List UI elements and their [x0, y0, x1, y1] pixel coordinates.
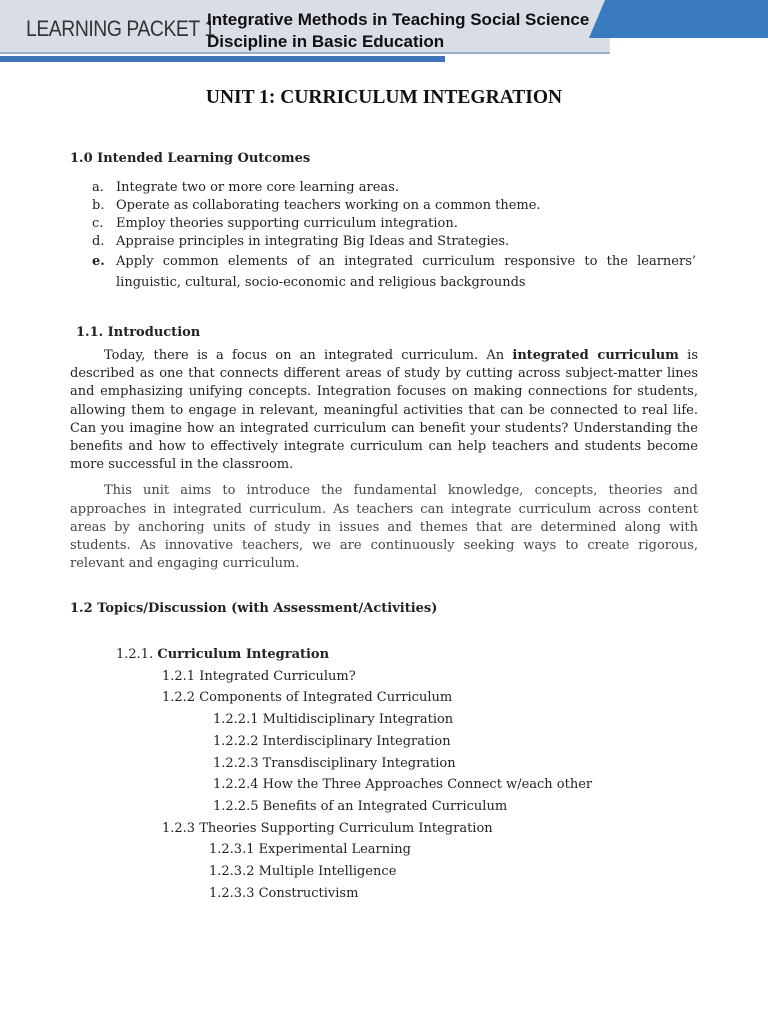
topic-item: 1.2.2.3 Transdisciplinary Integration — [213, 755, 456, 771]
topic-item: 1.2.2 Components of Integrated Curriculum — [162, 690, 453, 706]
outcome-item — [92, 215, 696, 233]
outcome-text: Integrate two or more core learning areas. — [116, 180, 399, 195]
topic-main-label: Curriculum Integration — [157, 647, 330, 662]
intro-text: Today, there is a focus on an integrated curriculum. An — [104, 348, 513, 363]
outcome-marker: e. — [92, 254, 105, 269]
outcome-marker: a. — [92, 180, 104, 195]
outcomes-list — [92, 179, 696, 293]
unit-title: UNIT 1: CURRICULUM INTEGRATION — [205, 87, 563, 108]
course-title-line1: Integrative Methods in Teaching Social Science — [207, 10, 590, 29]
topic-item: 1.2.2.1 Multidisciplinary Integration — [213, 712, 454, 728]
topic-item: 1.2.2.4 How the Three Approaches Connect w/each other — [213, 777, 593, 793]
topic-item: 1.2.3.1 Experimental Learning — [209, 842, 411, 858]
outcome-marker: c. — [92, 216, 104, 231]
topics-heading: 1.2 Topics/Discussion (with Assessment/Activities) — [70, 601, 438, 616]
packet-label: LEARNING PACKET 1 — [26, 16, 215, 41]
topic-item: 1.2.2.5 Benefits of an Integrated Curriculum — [213, 798, 508, 814]
introduction-body — [70, 347, 698, 573]
topic-item: 1.2.3.3 Constructivism — [209, 885, 359, 901]
introduction-heading: 1.1. Introduction — [76, 325, 201, 340]
intro-bold-term: integrated curriculum — [512, 348, 679, 363]
outcome-text: Employ theories supporting curriculum integration. — [116, 216, 458, 231]
course-title-line2: Discipline in Basic Education — [207, 32, 445, 51]
outcome-marker: d. — [92, 234, 105, 249]
introduction-paragraph-2: This unit aims to introduce the fundamental knowledge, concepts, theories and approaches in integrated curriculum. As teachers can integrate curriculum across content areas by anchoring units of study in issues and themes that are determined along with students. As innovative teachers, we are continuously seeking ways to create rigorous, relevant and engaging curriculum. — [70, 483, 698, 572]
page-header — [0, 0, 768, 64]
introduction-paragraph-1 — [70, 347, 698, 474]
topic-item: 1.2.1 Integrated Curriculum? — [162, 668, 356, 684]
topic-item: 1.2.2.2 Interdisciplinary Integration — [213, 733, 451, 749]
topic-item: 1.2.3 Theories Supporting Curriculum Integration — [162, 820, 493, 836]
header-blue-rule — [0, 56, 445, 62]
outcomes-heading: 1.0 Intended Learning Outcomes — [70, 151, 311, 166]
outcome-item — [92, 233, 696, 251]
course-title — [207, 9, 589, 53]
outcome-item — [92, 251, 696, 293]
outcome-item — [92, 197, 696, 215]
header-blue-tab — [575, 0, 768, 38]
intro-text: is described as one that connects different areas of study by cutting across subject-matter lines and emphasizing unifying concepts. Integration focuses on making connections for students, allowing them to engage in relevant, meaningful activities that can be connected to real life. Can you imagine how an integrated curriculum can benefit your students? Understanding the benefits and how to effectively integrate curriculum can help teachers and students become more successful in the classroom. — [70, 348, 698, 473]
topic-main-number: 1.2.1. — [116, 647, 158, 662]
topic-item: 1.2.3.2 Multiple Intelligence — [209, 864, 397, 880]
outcome-marker: b. — [92, 198, 105, 213]
outcome-text: Apply common elements of an integrated curriculum responsive to the learners’ linguistic, cultural, socio-economic and religious backgrounds — [116, 254, 696, 290]
topics-outline — [116, 644, 592, 904]
outcome-item — [92, 179, 696, 197]
outcome-text: Appraise principles in integrating Big Ideas and Strategies. — [116, 234, 510, 249]
topic-main — [116, 644, 592, 666]
outcome-text: Operate as collaborating teachers working on a common theme. — [116, 198, 541, 213]
